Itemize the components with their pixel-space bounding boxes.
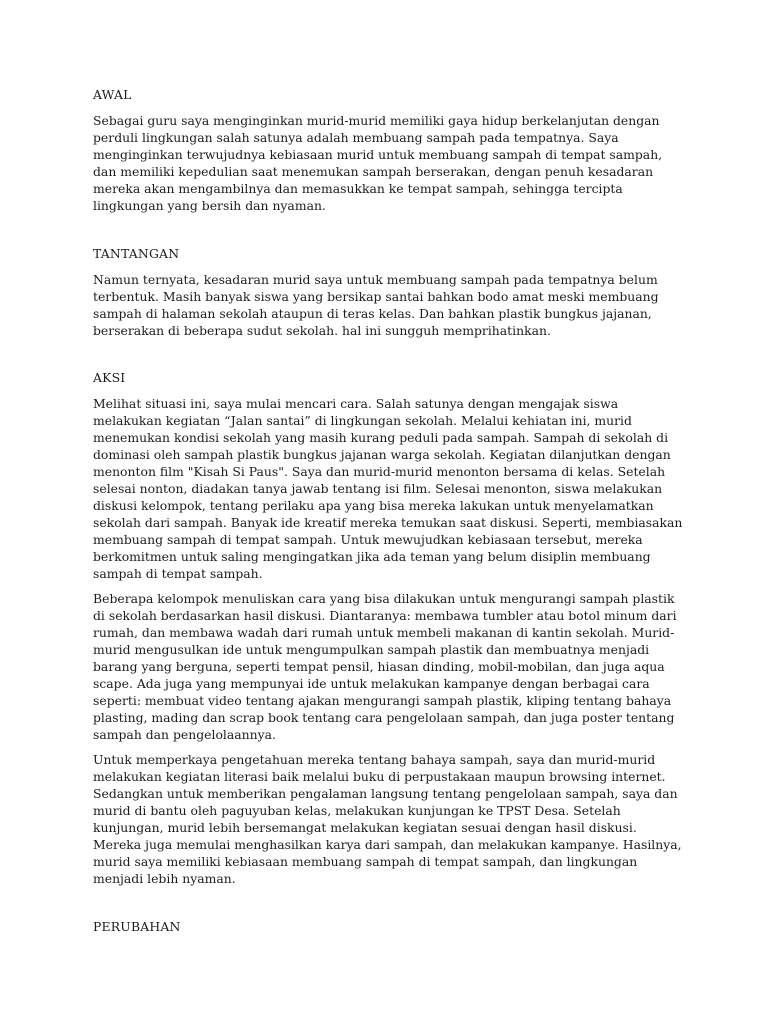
document-page [93,86,683,935]
section-heading-awal: AWAL [93,87,132,102]
aksi-paragraph-1: Melihat situasi ini, saya mulai mencari cara. Salah satunya dengan mengajak siswa melakukan kegiatan “Jalan santai” di lingkungan sekolah. Melalui kehiatan ini, murid menemukan kondisi sekolah yang masih kurang peduli pada sampah. Sampah di sekolah di dominasi oleh sampah plastik bungkus jajanan warga sekolah. Kegiatan dilanjutkan dengan menonton film "Kisah Si Paus". Saya dan murid-murid menonton bersama di kelas. Setelah selesai nonton, diadakan tanya jawab tentang isi film. Selesai menonton, siswa melakukan diskusi kelompok, tentang perilaku apa yang bisa mereka lakukan untuk menyelamatkan sekolah dari sampah. Banyak ide kreatif mereka temukan saat diskusi. Seperti, membiasakan membuang sampah di tempat sampah. Untuk mewujudkan kebiasaan tersebut, mereka berkomitmen untuk saling mengingatkan jika ada teman yang belum disiplin membuang sampah di tempat sampah. [93,396,683,581]
tantangan-paragraph: Namun ternyata, kesadaran murid saya untuk membuang sampah pada tempatnya belum terbentuk. Masih banyak siswa yang bersikap santai bahkan bodo amat meski membuang sampah di halaman sekolah ataupun di teras kelas. Dan bahkan plastik bungkus jajanan, berserakan di beberapa sudut sekolah. hal ini sungguh memprihatinkan. [93,272,659,338]
awal-paragraph: Sebagai guru saya menginginkan murid-murid memiliki gaya hidup berkelanjutan dengan perduli lingkungan salah satunya adalah membuang sampah pada tempatnya. Saya menginginkan terwujudnya kebiasaan murid untuk membuang sampah di tempat sampah, dan memiliki kepedulian saat menemukan sampah berserakan, dengan penuh kesadaran mereka akan mengambilnya dan memasukkan ke tempat sampah, sehingga tercipta lingkungan yang bersih dan nyaman. [93,113,663,213]
section-heading-perubahan: PERUBAHAN [93,919,181,934]
section-heading-tantangan: TANTANGAN [93,246,180,261]
aksi-paragraph-2: Beberapa kelompok menuliskan cara yang bisa dilakukan untuk mengurangi sampah plastik di sekolah berdasarkan hasil diskusi. Diantaranya: membawa tumbler atau botol minum dari rumah, dan membawa wadah dari rumah untuk membeli makanan di kantin sekolah. Murid-murid mengusulkan ide untuk mengumpulkan sampah plastik dan membuatnya menjadi barang yang berguna, seperti tempat pensil, hiasan dinding, mobil-mobilan, dan juga aqua scape. Ada juga yang mempunyai ide untuk melakukan kampanye dengan berbagai cara seperti: membuat video tentang ajakan mengurangi sampah plastik, kliping tentang bahaya plasting, mading dan scrap book tentang cara pengelolaan sampah, dan juga poster tentang sampah dan pengelolaannya. [93,591,677,742]
section-heading-aksi: AKSI [93,370,126,385]
aksi-paragraph-3: Untuk memperkaya pengetahuan mereka tentang bahaya sampah, saya dan murid-murid melakukan kegiatan literasi baik melalui buku di perpustakaan maupun browsing internet. Sedangkan untuk memberikan pengalaman langsung tentang pengelolaan sampah, saya dan murid di bantu oleh paguyuban kelas, melakukan kunjungan ke TPST Desa. Setelah kunjungan, murid lebih bersemangat melakukan kegiatan sesuai dengan hasil diskusi. Mereka juga memulai menghasilkan karya dari sampah, dan melakukan kampanye. Hasilnya, murid saya memiliki kebiasaan membuang sampah di tempat sampah, dan lingkungan menjadi lebih nyaman. [93,752,682,886]
